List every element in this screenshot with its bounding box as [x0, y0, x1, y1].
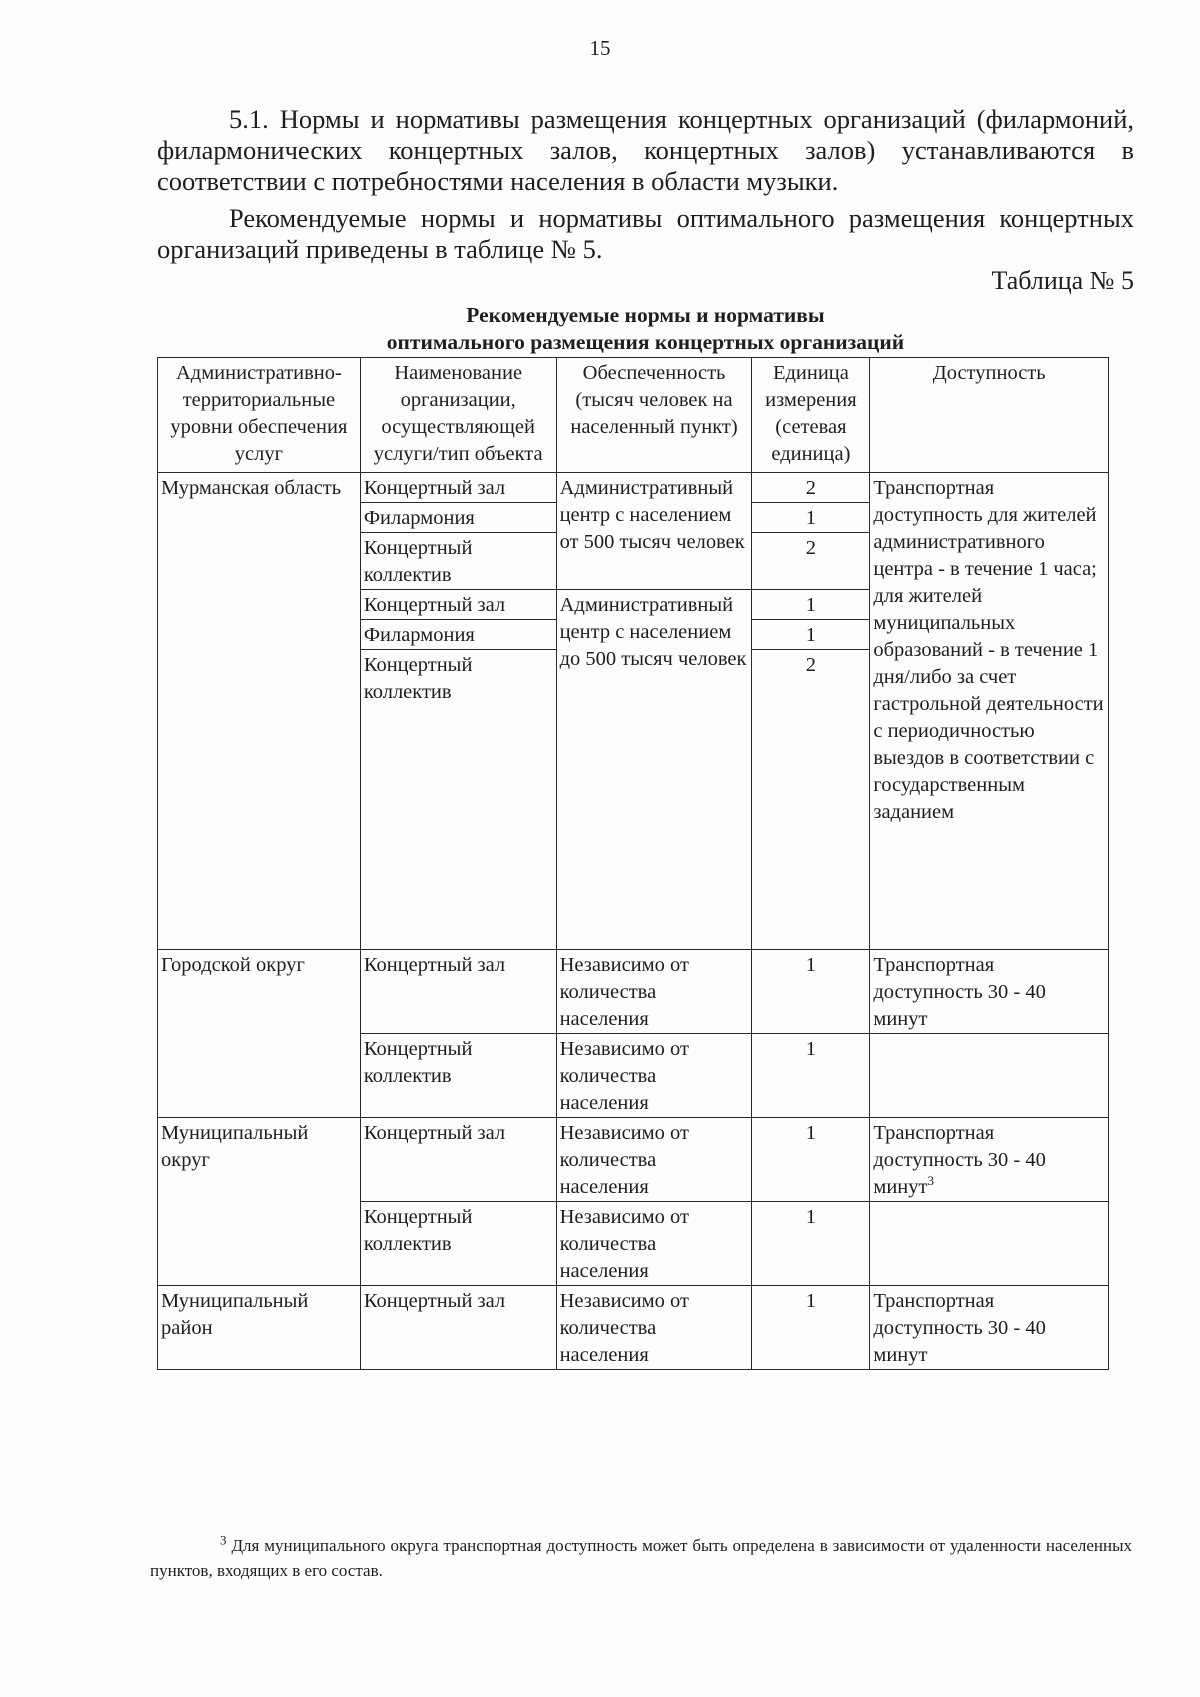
access-cell: [870, 1034, 1109, 1118]
table-row: [158, 1286, 1109, 1370]
provision-cell: Административный центр с населением до 500 тысяч человек: [556, 590, 752, 950]
access-cell: Транспортная доступность 30 - 40 минут: [870, 1286, 1109, 1370]
organization-cell: Концертный коллектив: [360, 650, 556, 950]
access-cell: Транспортная доступность 30 - 40 минут: [870, 950, 1109, 1034]
table-row: [158, 1118, 1109, 1202]
unit-cell: 1: [752, 1202, 870, 1286]
access-cell: Транспортная доступность для жителей административного центра - в течение 1 часа; для жителей муниципальных образований - в течение 1 дня/либо за счет гастрольной деятельности с периодичностью выездов в соответствии с государственным заданием: [870, 473, 1109, 950]
footnote-text: Для муниципального округа транспортная доступность может быть определена в зависимости от удаленности населенных пунктов, входящих в его состав.: [150, 1536, 1133, 1580]
table-title: [157, 302, 1134, 356]
provision-cell: Административный центр с населением от 500 тысяч человек: [556, 473, 752, 590]
provision-cell: Независимо от количества населения: [556, 1202, 752, 1286]
unit-cell: 2: [752, 650, 870, 950]
unit-cell: 1: [752, 1034, 870, 1118]
table-row: [158, 950, 1109, 1034]
header-unit: Единица измерения (сетевая единица): [752, 358, 870, 473]
table-caption: Таблица № 5: [991, 266, 1134, 295]
level-cell: Муниципальный округ: [158, 1118, 361, 1286]
unit-cell: 2: [752, 473, 870, 503]
unit-cell: 1: [752, 590, 870, 620]
unit-cell: 1: [752, 503, 870, 533]
organization-cell: Концертный коллектив: [360, 533, 556, 590]
footnote-mark: 3: [220, 1532, 227, 1548]
unit-cell: 2: [752, 533, 870, 590]
header-access: Доступность: [870, 358, 1109, 473]
table-header-row: [158, 358, 1109, 473]
footnote-marker: 3: [927, 1173, 934, 1189]
organization-cell: Концертный зал: [360, 1286, 556, 1370]
norms-table: [157, 357, 1109, 1370]
organization-cell: Концертный зал: [360, 473, 556, 503]
level-cell: Городской округ: [158, 950, 361, 1118]
header-level: Административно-территориальные уровни обеспечения услуг: [158, 358, 361, 473]
footnote: [150, 1533, 1132, 1583]
header-organization: Наименование организации, осуществляющей услуги/тип объекта: [360, 358, 556, 473]
unit-cell: 1: [752, 950, 870, 1034]
table-row: [158, 473, 1109, 503]
page-number: 15: [589, 36, 611, 60]
provision-cell: Независимо от количества населения: [556, 1118, 752, 1202]
level-cell: Муниципальный район: [158, 1286, 361, 1370]
unit-cell: 1: [752, 620, 870, 650]
provision-cell: Независимо от количества населения: [556, 1286, 752, 1370]
organization-cell: Филармония: [360, 503, 556, 533]
organization-cell: Концертный зал: [360, 950, 556, 1034]
access-cell: [870, 1118, 1109, 1202]
table-title-line-1: Рекомендуемые нормы и нормативы: [466, 303, 825, 327]
organization-cell: Концертный коллектив: [360, 1202, 556, 1286]
paragraph-recommended: Рекомендуемые нормы и нормативы оптимального размещения концертных организаций приведены в таблице № 5.: [157, 203, 1134, 264]
table-title-line-2: оптимального размещения концертных организаций: [386, 330, 905, 354]
level-cell: Мурманская область: [158, 473, 361, 950]
organization-cell: Концертный зал: [360, 590, 556, 620]
organization-cell: Филармония: [360, 620, 556, 650]
unit-cell: 1: [752, 1118, 870, 1202]
organization-cell: Концертный зал: [360, 1118, 556, 1202]
unit-cell: 1: [752, 1286, 870, 1370]
access-text: Транспортная доступность 30 - 40 минут: [873, 1122, 1046, 1198]
header-provision: Обеспеченность (тысяч человек на населенный пункт): [556, 358, 752, 473]
paragraph-5-1: 5.1. Нормы и нормативы размещения концертных организаций (филармоний, филармонических концертных залов, концертных залов) устанавливаются в соответствии с потребностями населения в области музыки.: [157, 104, 1134, 196]
organization-cell: Концертный коллектив: [360, 1034, 556, 1118]
access-cell: [870, 1202, 1109, 1286]
provision-cell: Независимо от количества населения: [556, 1034, 752, 1118]
provision-cell: Независимо от количества населения: [556, 950, 752, 1034]
